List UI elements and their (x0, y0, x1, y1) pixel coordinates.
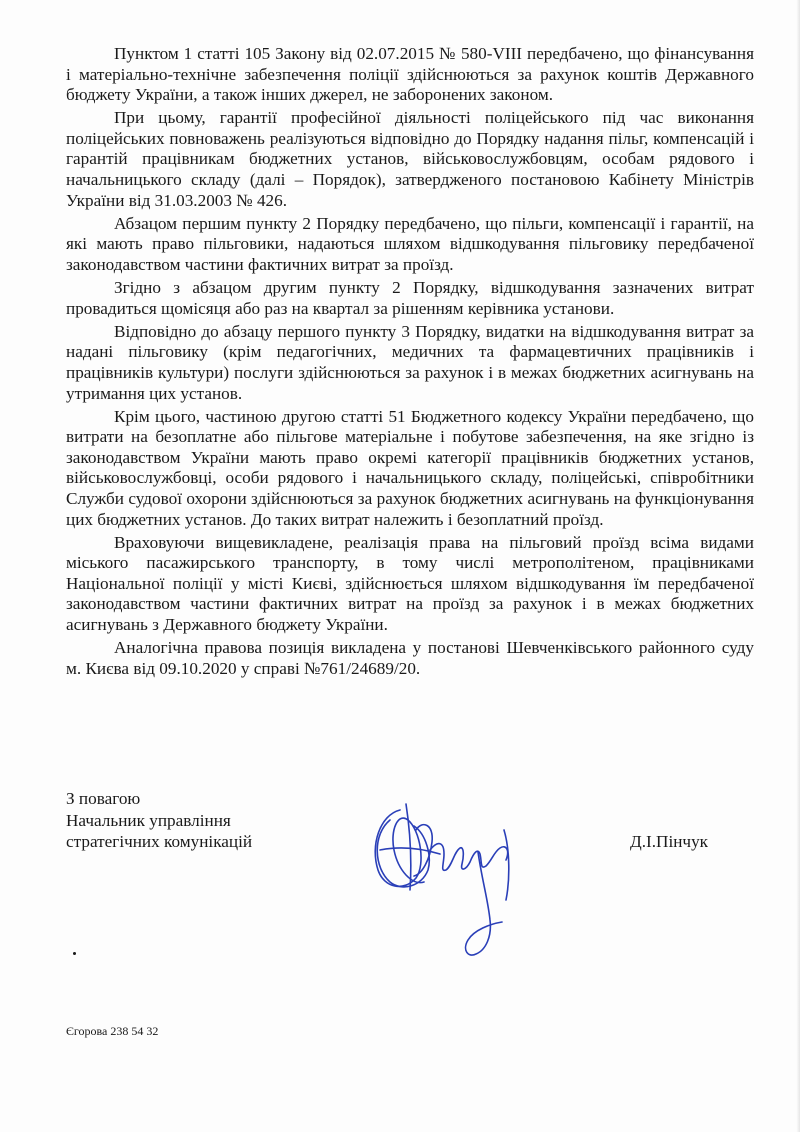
signatory-block (66, 788, 252, 853)
paragraph-6: Крім цього, частиною другою статті 51 Бюджетного кодексу України передбачено, що витрати на безоплатне або пільгове матеріальне і побутове забезпечення, на яке згідно із законодавством України мають право окремі категорії працівників бюджетних установ, військовослужбовці, особи рядового і начальницького складу, поліцейські, співробітники Служби судової охорони здійснюються за рахунок бюджетних асигнувань на функціонування цих бюджетних установ. До таких витрат належить і безоплатний проїзд. (66, 406, 754, 529)
handwritten-signature-icon (360, 790, 540, 965)
executor-contact: Єгорова 238 54 32 (66, 1024, 159, 1038)
paragraph-1: Пунктом 1 статті 105 Закону від 02.07.2015 № 580-VIII передбачено, що фінансування і матеріально-технічне забезпечення поліції здійснюються за рахунок коштів Державного бюджету України, а також інших джерел, не заборонених законом. (66, 44, 754, 105)
paragraph-5: Відповідно до абзацу першого пункту 3 Порядку, видатки на відшкодування витрат за надані пільговику (крім педагогічних, медичних та фармацевтичних працівників і працівників культури) послуги здійснюються за рахунок і в межах бюджетних асигнувань на утримання цих установ. (66, 321, 754, 403)
letter-body (66, 44, 754, 682)
paragraph-8: Аналогічна правова позиція викладена у постанові Шевченківського районного суду м. Києва від 09.10.2020 у справі №761/24689/20. (66, 638, 754, 678)
scan-edge-shadow (796, 0, 800, 1132)
closing-regards: З повагою (66, 789, 141, 808)
paragraph-7: Враховуючи вищевикладене, реалізація права на пільговий проїзд всіма видами міського пасажирського транспорту, в тому числі метрополітеном, працівниками Національної поліції у місті Києві, здійснюється шляхом відшкодування їм передбаченої законодавством частини фактичних витрат на проїзд за рахунок і в межах бюджетних асигнувань з Державного бюджету України. (66, 532, 754, 635)
stray-dot (73, 952, 76, 955)
paragraph-4: Згідно з абзацом другим пункту 2 Порядку, відшкодування зазначених витрат провадиться щомісяця або раз на квартал за рішенням керівника установи. (66, 278, 754, 318)
paragraph-3: Абзацом першим пункту 2 Порядку передбачено, що пільги, компенсації і гарантії, на які мають право пільговики, надаються шляхом відшкодування пільговику передбаченої законодавством частини фактичних витрат за проїзд. (66, 213, 754, 274)
paragraph-2: При цьому, гарантії професійної діяльності поліцейського під час виконання поліцейських повноважень реалізуються відповідно до Порядку надання пільг, компенсацій і гарантій працівникам бюджетних установ, військовослужбовцям, особам рядового і начальницького складу (далі – Порядок), затвердженого постановою Кабінету Міністрів України від 31.03.2003 № 426. (66, 108, 754, 210)
signatory-position-line-2: стратегічних комунікацій (66, 832, 253, 851)
signatory-name: Д.І.Пінчук (630, 832, 709, 851)
signatory-position-line-1: Начальник управління (66, 810, 231, 830)
